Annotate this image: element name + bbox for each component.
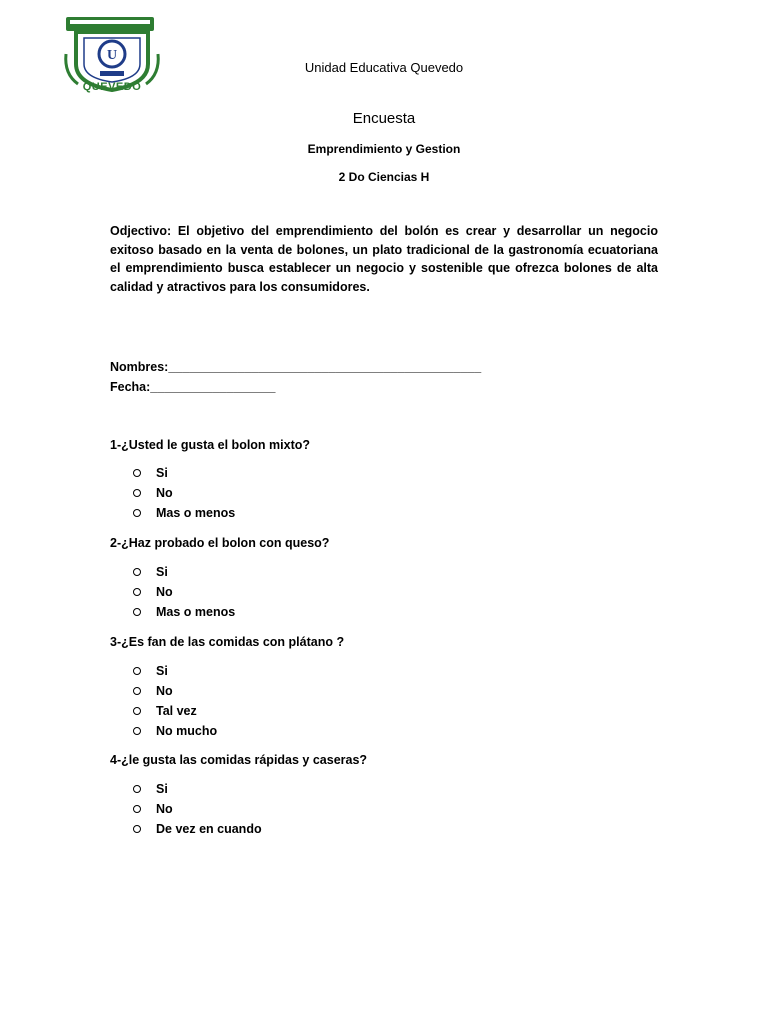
question-4-option-2[interactable] bbox=[133, 802, 173, 816]
radio-bullet-icon[interactable] bbox=[133, 707, 141, 715]
option-label: Si bbox=[156, 782, 168, 796]
radio-bullet-icon[interactable] bbox=[133, 667, 141, 675]
option-label: Si bbox=[156, 664, 168, 678]
objective-paragraph bbox=[110, 222, 658, 296]
radio-bullet-icon[interactable] bbox=[133, 509, 141, 517]
question-3-option-3[interactable] bbox=[133, 704, 197, 718]
course-heading: 2 Do Ciencias H bbox=[338, 170, 430, 184]
radio-bullet-icon[interactable] bbox=[133, 608, 141, 616]
option-label: Tal vez bbox=[156, 704, 197, 718]
radio-bullet-icon[interactable] bbox=[133, 785, 141, 793]
subject-heading: Emprendimiento y Gestion bbox=[307, 142, 461, 156]
radio-bullet-icon[interactable] bbox=[133, 568, 141, 576]
question-2: 2-¿Haz probado el bolon con queso? bbox=[110, 536, 330, 550]
question-3-option-2[interactable] bbox=[133, 684, 173, 698]
question-4-option-1[interactable] bbox=[133, 782, 168, 796]
question-4: 4-¿le gusta las comidas rápidas y caseras? bbox=[110, 753, 368, 767]
question-3-option-4[interactable] bbox=[133, 724, 217, 738]
question-1-option-2[interactable] bbox=[133, 486, 173, 500]
option-label: Mas o menos bbox=[156, 506, 236, 520]
question-3: 3-¿Es fan de las comidas con plátano ? bbox=[110, 635, 345, 649]
radio-bullet-icon[interactable] bbox=[133, 687, 141, 695]
date-field[interactable]: Fecha:__________________ bbox=[110, 380, 276, 394]
option-label: Si bbox=[156, 466, 168, 480]
option-label: Mas o menos bbox=[156, 605, 236, 619]
radio-bullet-icon[interactable] bbox=[133, 727, 141, 735]
objective-label: Odjectivo: bbox=[110, 224, 172, 238]
radio-bullet-icon[interactable] bbox=[133, 588, 141, 596]
question-1: 1-¿Usted le gusta el bolon mixto? bbox=[110, 438, 311, 452]
radio-bullet-icon[interactable] bbox=[133, 469, 141, 477]
logo-caption: QUEVEDO bbox=[82, 81, 142, 93]
question-2-option-3[interactable] bbox=[133, 605, 235, 619]
radio-bullet-icon[interactable] bbox=[133, 489, 141, 497]
question-1-option-3[interactable] bbox=[133, 506, 235, 520]
question-3-option-1[interactable] bbox=[133, 664, 168, 678]
name-field[interactable]: Nombres:_____________________________________________ bbox=[110, 360, 482, 374]
option-label: No bbox=[156, 684, 173, 698]
option-label: De vez en cuando bbox=[156, 822, 262, 836]
question-1-option-1[interactable] bbox=[133, 466, 168, 480]
option-label: No bbox=[156, 802, 173, 816]
option-label: No bbox=[156, 585, 173, 599]
radio-bullet-icon[interactable] bbox=[133, 805, 141, 813]
option-label: No bbox=[156, 486, 173, 500]
school-name: Unidad Educativa Quevedo bbox=[304, 60, 464, 75]
radio-bullet-icon[interactable] bbox=[133, 825, 141, 833]
question-2-option-1[interactable] bbox=[133, 565, 168, 579]
objective-text: El objetivo del emprendimiento del bolón es crear y desarrollar un negocio exitoso basado en la venta de bolones, un plato tradicional de la gastronomía ecuatoriana el emprendimiento busca establecer un negocio y sostenible que ofrezca bolones de alta calidad y atractivos para los consumidores. bbox=[110, 224, 658, 294]
option-label: No mucho bbox=[156, 724, 218, 738]
svg-text:U: U bbox=[106, 48, 118, 63]
question-4-option-3[interactable] bbox=[133, 822, 262, 836]
option-label: Si bbox=[156, 565, 168, 579]
question-2-option-2[interactable] bbox=[133, 585, 173, 599]
page-title: Encuesta bbox=[352, 110, 416, 127]
